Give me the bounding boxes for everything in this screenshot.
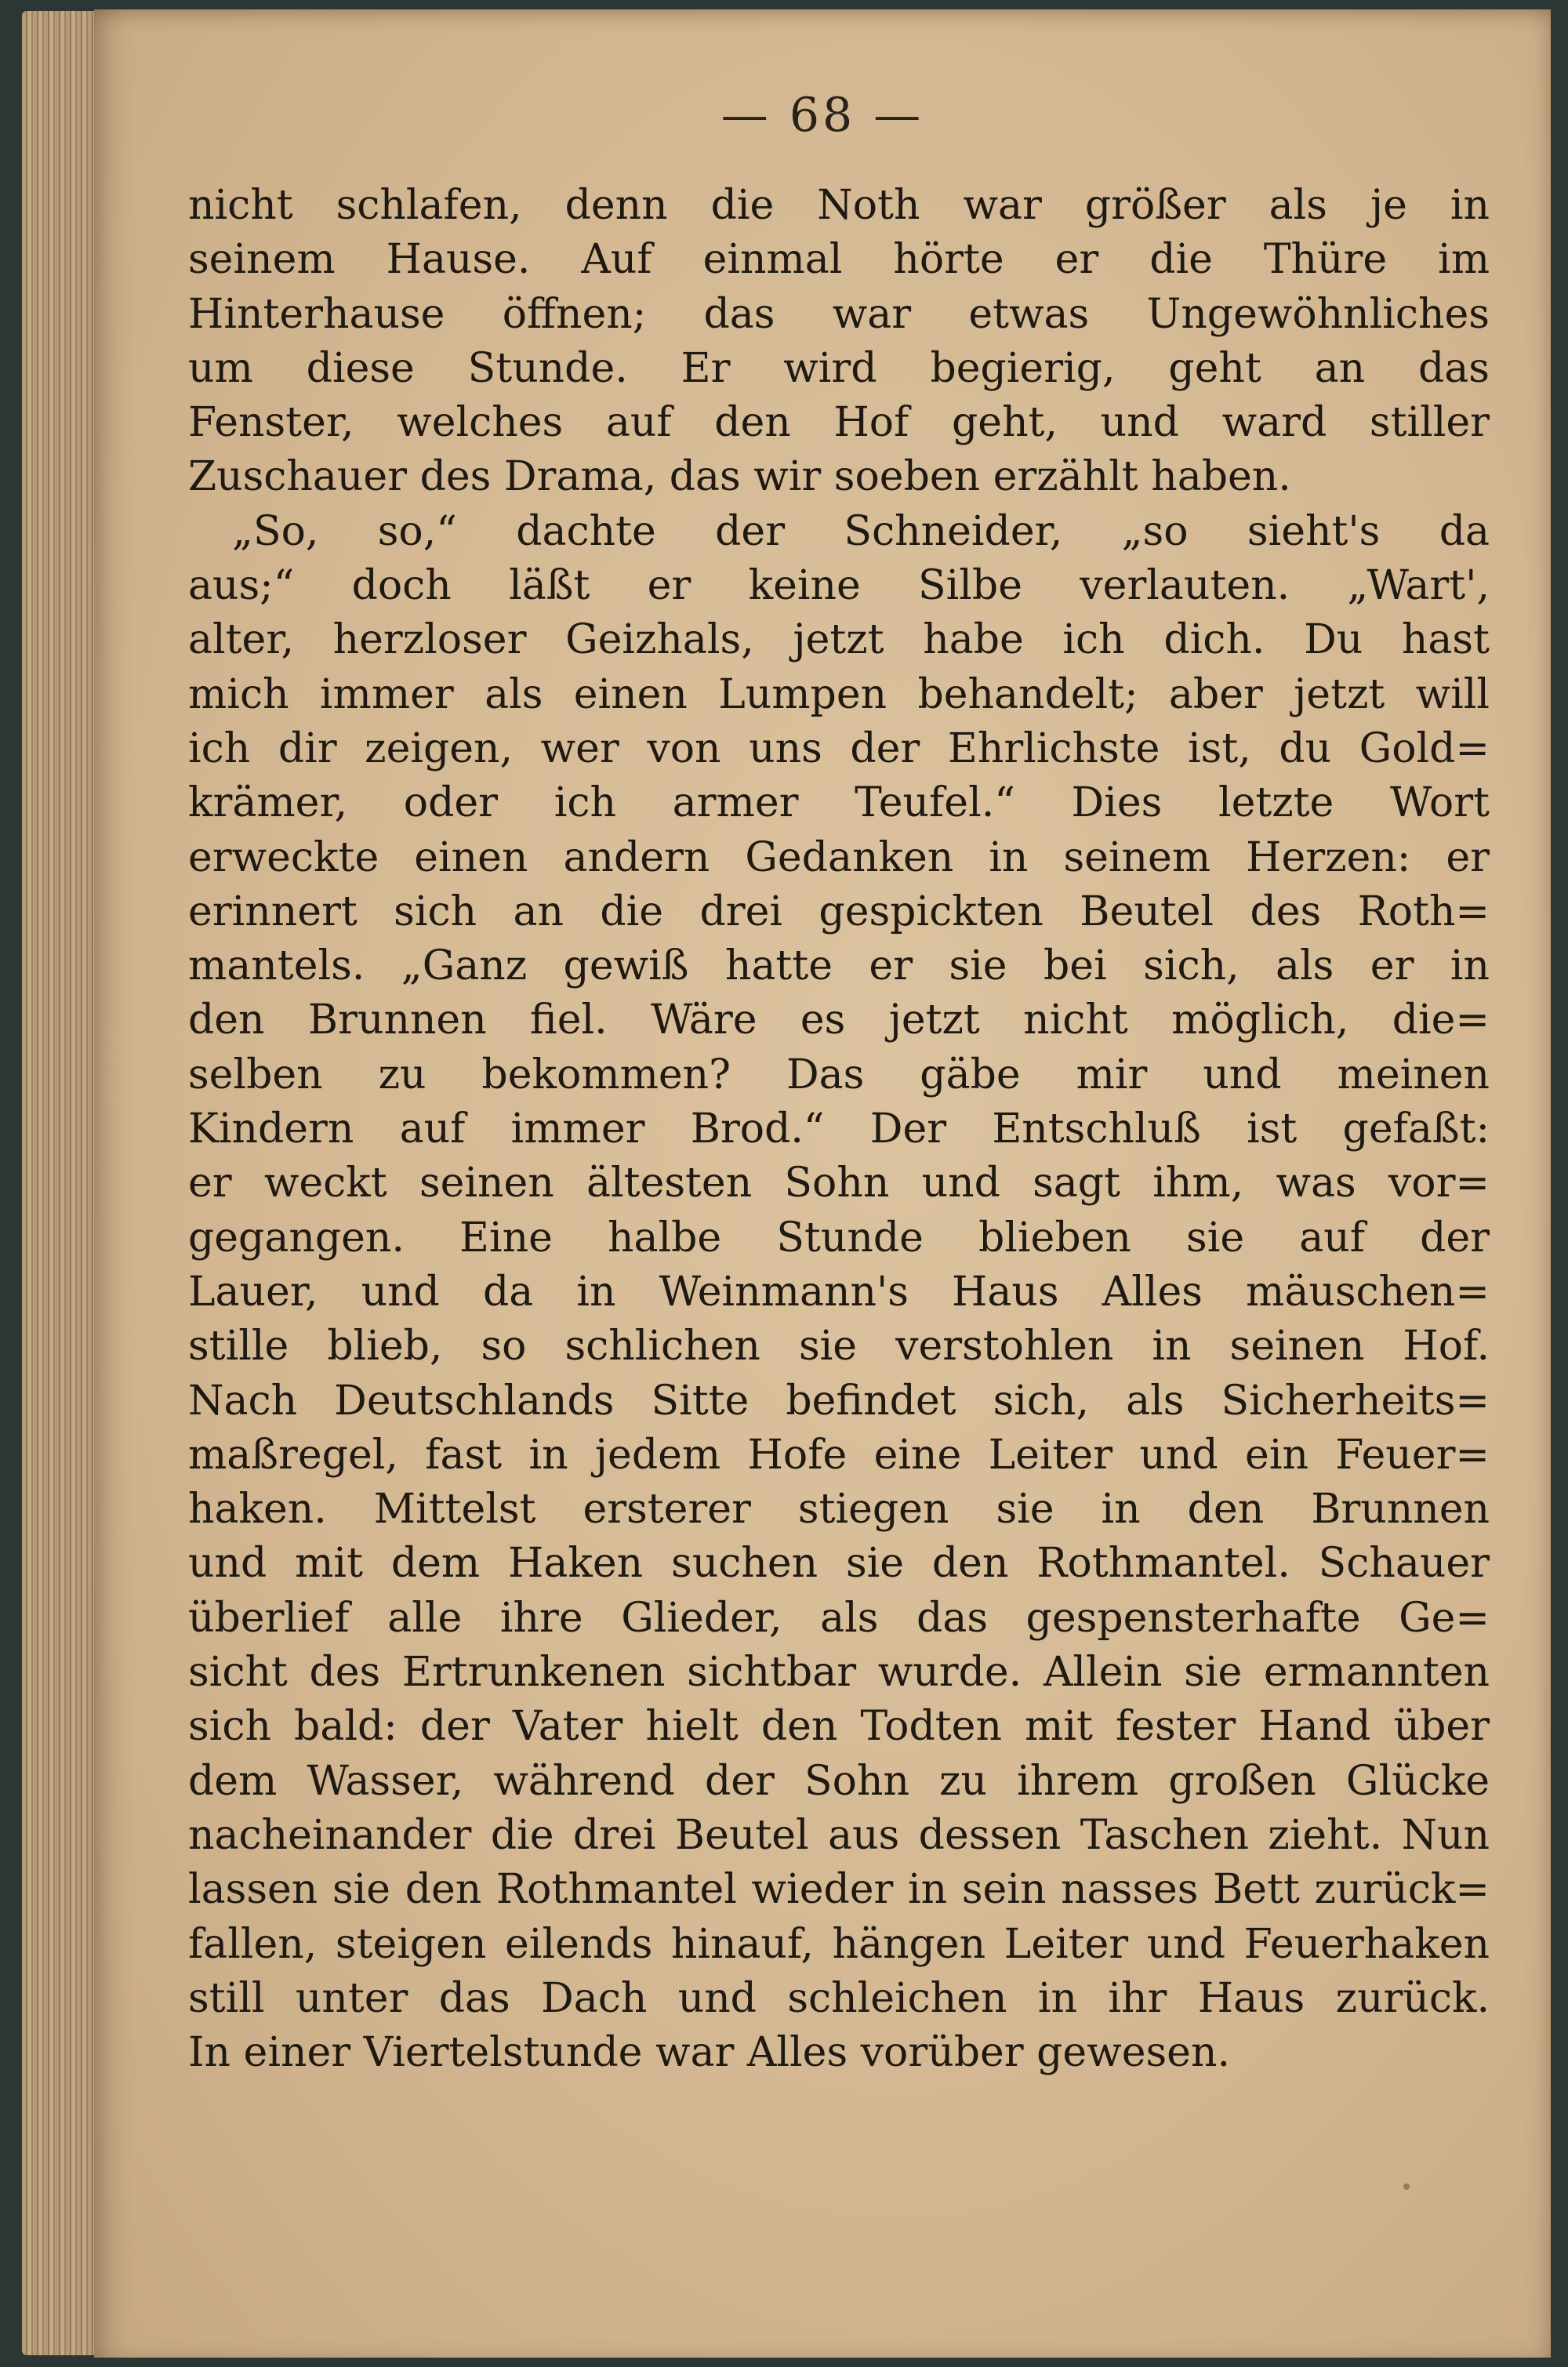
text-line: sicht des Ertrunkenen sichtbar wurde. Allein sie ermannten bbox=[188, 1649, 1490, 1697]
text-line: maßregel, fast in jedem Hofe eine Leiter und ein Feuer= bbox=[188, 1431, 1490, 1479]
text-line: erinnert sich an die drei gespickten Beutel des Roth= bbox=[188, 888, 1490, 935]
ink-speck bbox=[1403, 2184, 1410, 2190]
text-line: fallen, steigen eilends hinauf, hängen Leiter und Feuerhaken bbox=[188, 1920, 1490, 1968]
text-line: seinem Hause. Auf einmal hörte er die Thüre im bbox=[188, 236, 1490, 284]
text-line: sich bald: der Vater hielt den Todten mit fester Hand über bbox=[188, 1703, 1490, 1751]
text-line: Hinterhause öffnen; das war etwas Ungewöhnliches bbox=[188, 290, 1490, 338]
text-line: den Brunnen fiel. Wäre es jetzt nicht möglich, die= bbox=[188, 997, 1490, 1044]
text-line: mantels. „Ganz gewiß hatte er sie bei sich, als er in bbox=[188, 942, 1490, 990]
text-line: mich immer als einen Lumpen behandelt; aber jetzt will bbox=[188, 670, 1490, 718]
text-line: nicht schlafen, denn die Noth war größer als je in bbox=[188, 182, 1490, 229]
text-line: ich dir zeigen, wer von uns der Ehrlichste ist, du Gold= bbox=[188, 724, 1490, 772]
text-line: dem Wasser, während der Sohn zu ihrem großen Glücke bbox=[188, 1757, 1490, 1805]
text-line: selben zu bekommen? Das gäbe mir und meinen bbox=[188, 1051, 1490, 1098]
page-number: — 68 — bbox=[720, 88, 924, 143]
text-line: alter, herzloser Geizhals, jetzt habe ich dich. Du hast bbox=[188, 616, 1490, 664]
text-line: nacheinander die drei Beutel aus dessen Taschen zieht. Nun bbox=[188, 1811, 1490, 1859]
text-line: Nach Deutschlands Sitte befindet sich, als Sicherheits= bbox=[188, 1377, 1490, 1425]
text-line: haken. Mittelst ersterer stiegen sie in den Brunnen bbox=[188, 1486, 1490, 1534]
text-line: Fenster, welches auf den Hof geht, und ward stiller bbox=[188, 399, 1490, 447]
text-line: er weckt seinen ältesten Sohn und sagt ihm, was vor= bbox=[188, 1160, 1490, 1207]
text-line: „So, so,“ dachte der Schneider, „so sieht's da bbox=[232, 507, 1490, 555]
text-line: krämer, oder ich armer Teufel.“ Dies letzte Wort bbox=[188, 779, 1490, 827]
text-line: stille blieb, so schlichen sie verstohlen in seinen Hof. bbox=[188, 1323, 1490, 1370]
text-line: lassen sie den Rothmantel wieder in sein nasses Bett zurück= bbox=[188, 1866, 1490, 1914]
text-line: Kindern auf immer Brod.“ Der Entschluß ist gefaßt: bbox=[188, 1105, 1490, 1153]
text-line: In einer Viertelstunde war Alles vorüber gewesen. bbox=[188, 2029, 1230, 2077]
text-line: Lauer, und da in Weinmann's Haus Alles mäuschen= bbox=[188, 1268, 1490, 1316]
text-line: und mit dem Haken suchen sie den Rothmantel. Schauer bbox=[188, 1540, 1490, 1588]
text-line: überlief alle ihre Glieder, als das gespensterhafte Ge= bbox=[188, 1594, 1490, 1642]
text-line: gegangen. Eine halbe Stunde blieben sie auf der bbox=[188, 1214, 1490, 1262]
text-line: aus;“ doch läßt er keine Silbe verlauten. „Wart', bbox=[188, 562, 1490, 610]
text-line: Zuschauer des Drama, das wir soeben erzählt haben. bbox=[188, 453, 1291, 501]
text-line: still unter das Dach und schleichen in ihr Haus zurück. bbox=[188, 1974, 1490, 2022]
text-line: erweckte einen andern Gedanken in seinem Herzen: er bbox=[188, 833, 1490, 881]
text-line: um diese Stunde. Er wird begierig, geht an das bbox=[188, 344, 1490, 392]
body-text bbox=[188, 179, 1490, 2080]
